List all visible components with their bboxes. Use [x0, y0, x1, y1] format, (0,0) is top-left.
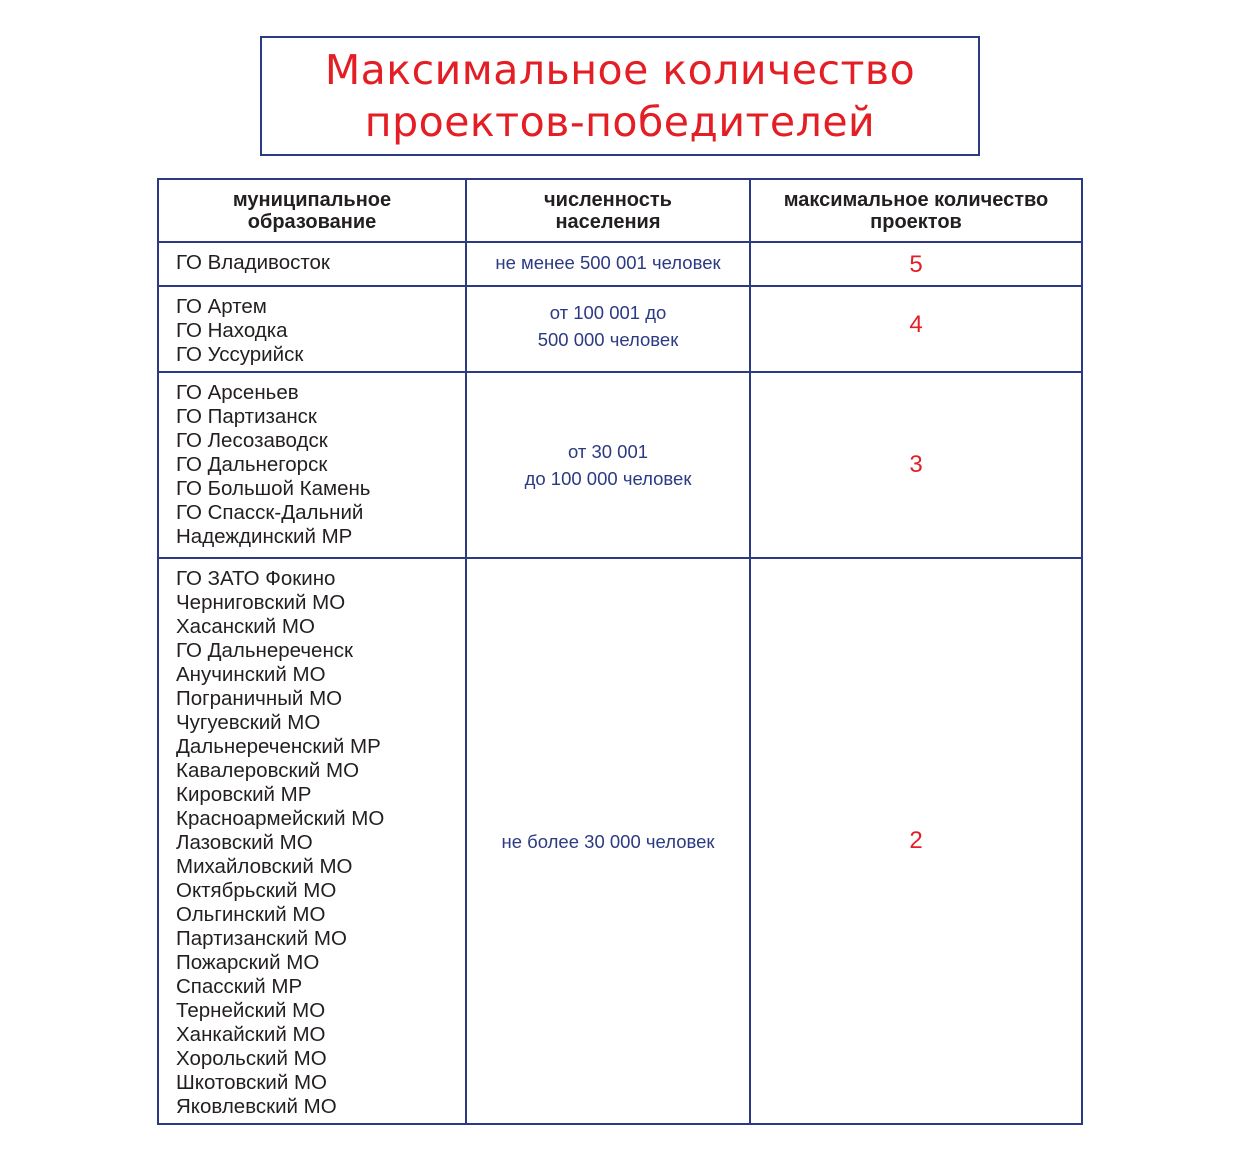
municipality-name: Пожарский МО [176, 951, 320, 974]
projects-table [157, 178, 1083, 1125]
municipality-name: Ханкайский МО [176, 1023, 326, 1046]
municipality-name: Красноармейский МО [176, 807, 385, 830]
max-projects-cell [751, 243, 1081, 285]
municipality-name: Михайловский МО [176, 855, 353, 878]
header-municipality [159, 180, 467, 241]
page-title-line-2: проектов-победителей [364, 98, 876, 146]
title-box [260, 36, 980, 156]
municipality-name: Анучинский МО [176, 663, 326, 686]
population-cell [467, 243, 751, 285]
municipality-name: ГО Уссурийск [176, 343, 304, 366]
population-cell [467, 373, 751, 557]
municipality-name: Спасский МР [176, 975, 303, 998]
municipality-name: ГО Дальнереченск [176, 639, 353, 662]
municipality-name: Хасанский МО [176, 615, 315, 638]
municipality-name: Черниговский МО [176, 591, 346, 614]
header-max-projects-line-1: максимальное количество [783, 188, 1049, 211]
municipality-name: Тернейский МО [176, 999, 326, 1022]
municipality-cell [159, 287, 467, 371]
header-municipality-line-2: образование [247, 210, 377, 233]
municipality-name: ГО ЗАТО Фокино [176, 567, 336, 590]
municipality-name: ГО Артем [176, 295, 267, 318]
population-text: от 30 001 [567, 441, 649, 462]
page-title-line-1: Максимальное количество [324, 46, 916, 94]
municipality-name: Кавалеровский МО [176, 759, 360, 782]
municipality-name: Октябрьский МО [176, 879, 337, 902]
municipality-cell [159, 559, 467, 1123]
municipality-name: Яковлевский МО [176, 1095, 337, 1118]
municipality-name: Пограничный МО [176, 687, 343, 710]
municipality-cell [159, 373, 467, 557]
municipality-name: Кировский МР [176, 783, 312, 806]
municipality-name: ГО Лесозаводск [176, 429, 328, 452]
municipality-name: ГО Владивосток [176, 251, 330, 274]
table-row [159, 241, 1081, 285]
municipality-name: Лазовский МО [176, 831, 313, 854]
population-cell [467, 559, 751, 1123]
population-text: не более 30 000 человек [501, 830, 715, 852]
population-text: от 100 001 до [549, 302, 667, 323]
population-text: до 100 000 человек [524, 468, 692, 489]
municipality-name: Дальнереченский МР [176, 735, 381, 758]
municipality-name: Ольгинский МО [176, 903, 326, 926]
max-projects-cell [751, 559, 1081, 1123]
max-projects-cell [751, 373, 1081, 557]
header-max-projects-line-2: проектов [870, 210, 962, 233]
table-row [159, 285, 1081, 371]
header-population-line-1: численность [544, 188, 672, 211]
municipality-name: ГО Спасск-Дальний [176, 501, 364, 524]
municipality-name: Надеждинский МР [176, 525, 353, 548]
header-population-line-2: населения [555, 210, 661, 233]
header-max-projects [751, 180, 1081, 241]
municipality-name: ГО Арсеньев [176, 381, 299, 404]
municipality-cell [159, 243, 467, 285]
municipality-name: Хорольский МО [176, 1047, 327, 1070]
header-municipality-line-1: муниципальное [232, 188, 392, 211]
max-projects-value: 2 [909, 827, 923, 854]
max-projects-cell [751, 287, 1081, 371]
municipality-name: ГО Дальнегорск [176, 453, 328, 476]
max-projects-value: 5 [909, 251, 923, 278]
population-text: 500 000 человек [537, 329, 679, 350]
municipality-name: Партизанский МО [176, 927, 347, 950]
municipality-name: ГО Партизанск [176, 405, 317, 428]
municipality-name: Чугуевский МО [176, 711, 321, 734]
table-row [159, 371, 1081, 557]
population-cell [467, 287, 751, 371]
table-row [159, 557, 1081, 1123]
max-projects-value: 3 [909, 451, 923, 478]
table-header-row [159, 180, 1081, 241]
max-projects-value: 4 [909, 311, 923, 338]
municipality-name: ГО Большой Камень [176, 477, 371, 500]
population-text: не менее 500 001 человек [495, 252, 721, 273]
header-population [467, 180, 751, 241]
municipality-name: ГО Находка [176, 319, 288, 342]
municipality-name: Шкотовский МО [176, 1071, 327, 1094]
